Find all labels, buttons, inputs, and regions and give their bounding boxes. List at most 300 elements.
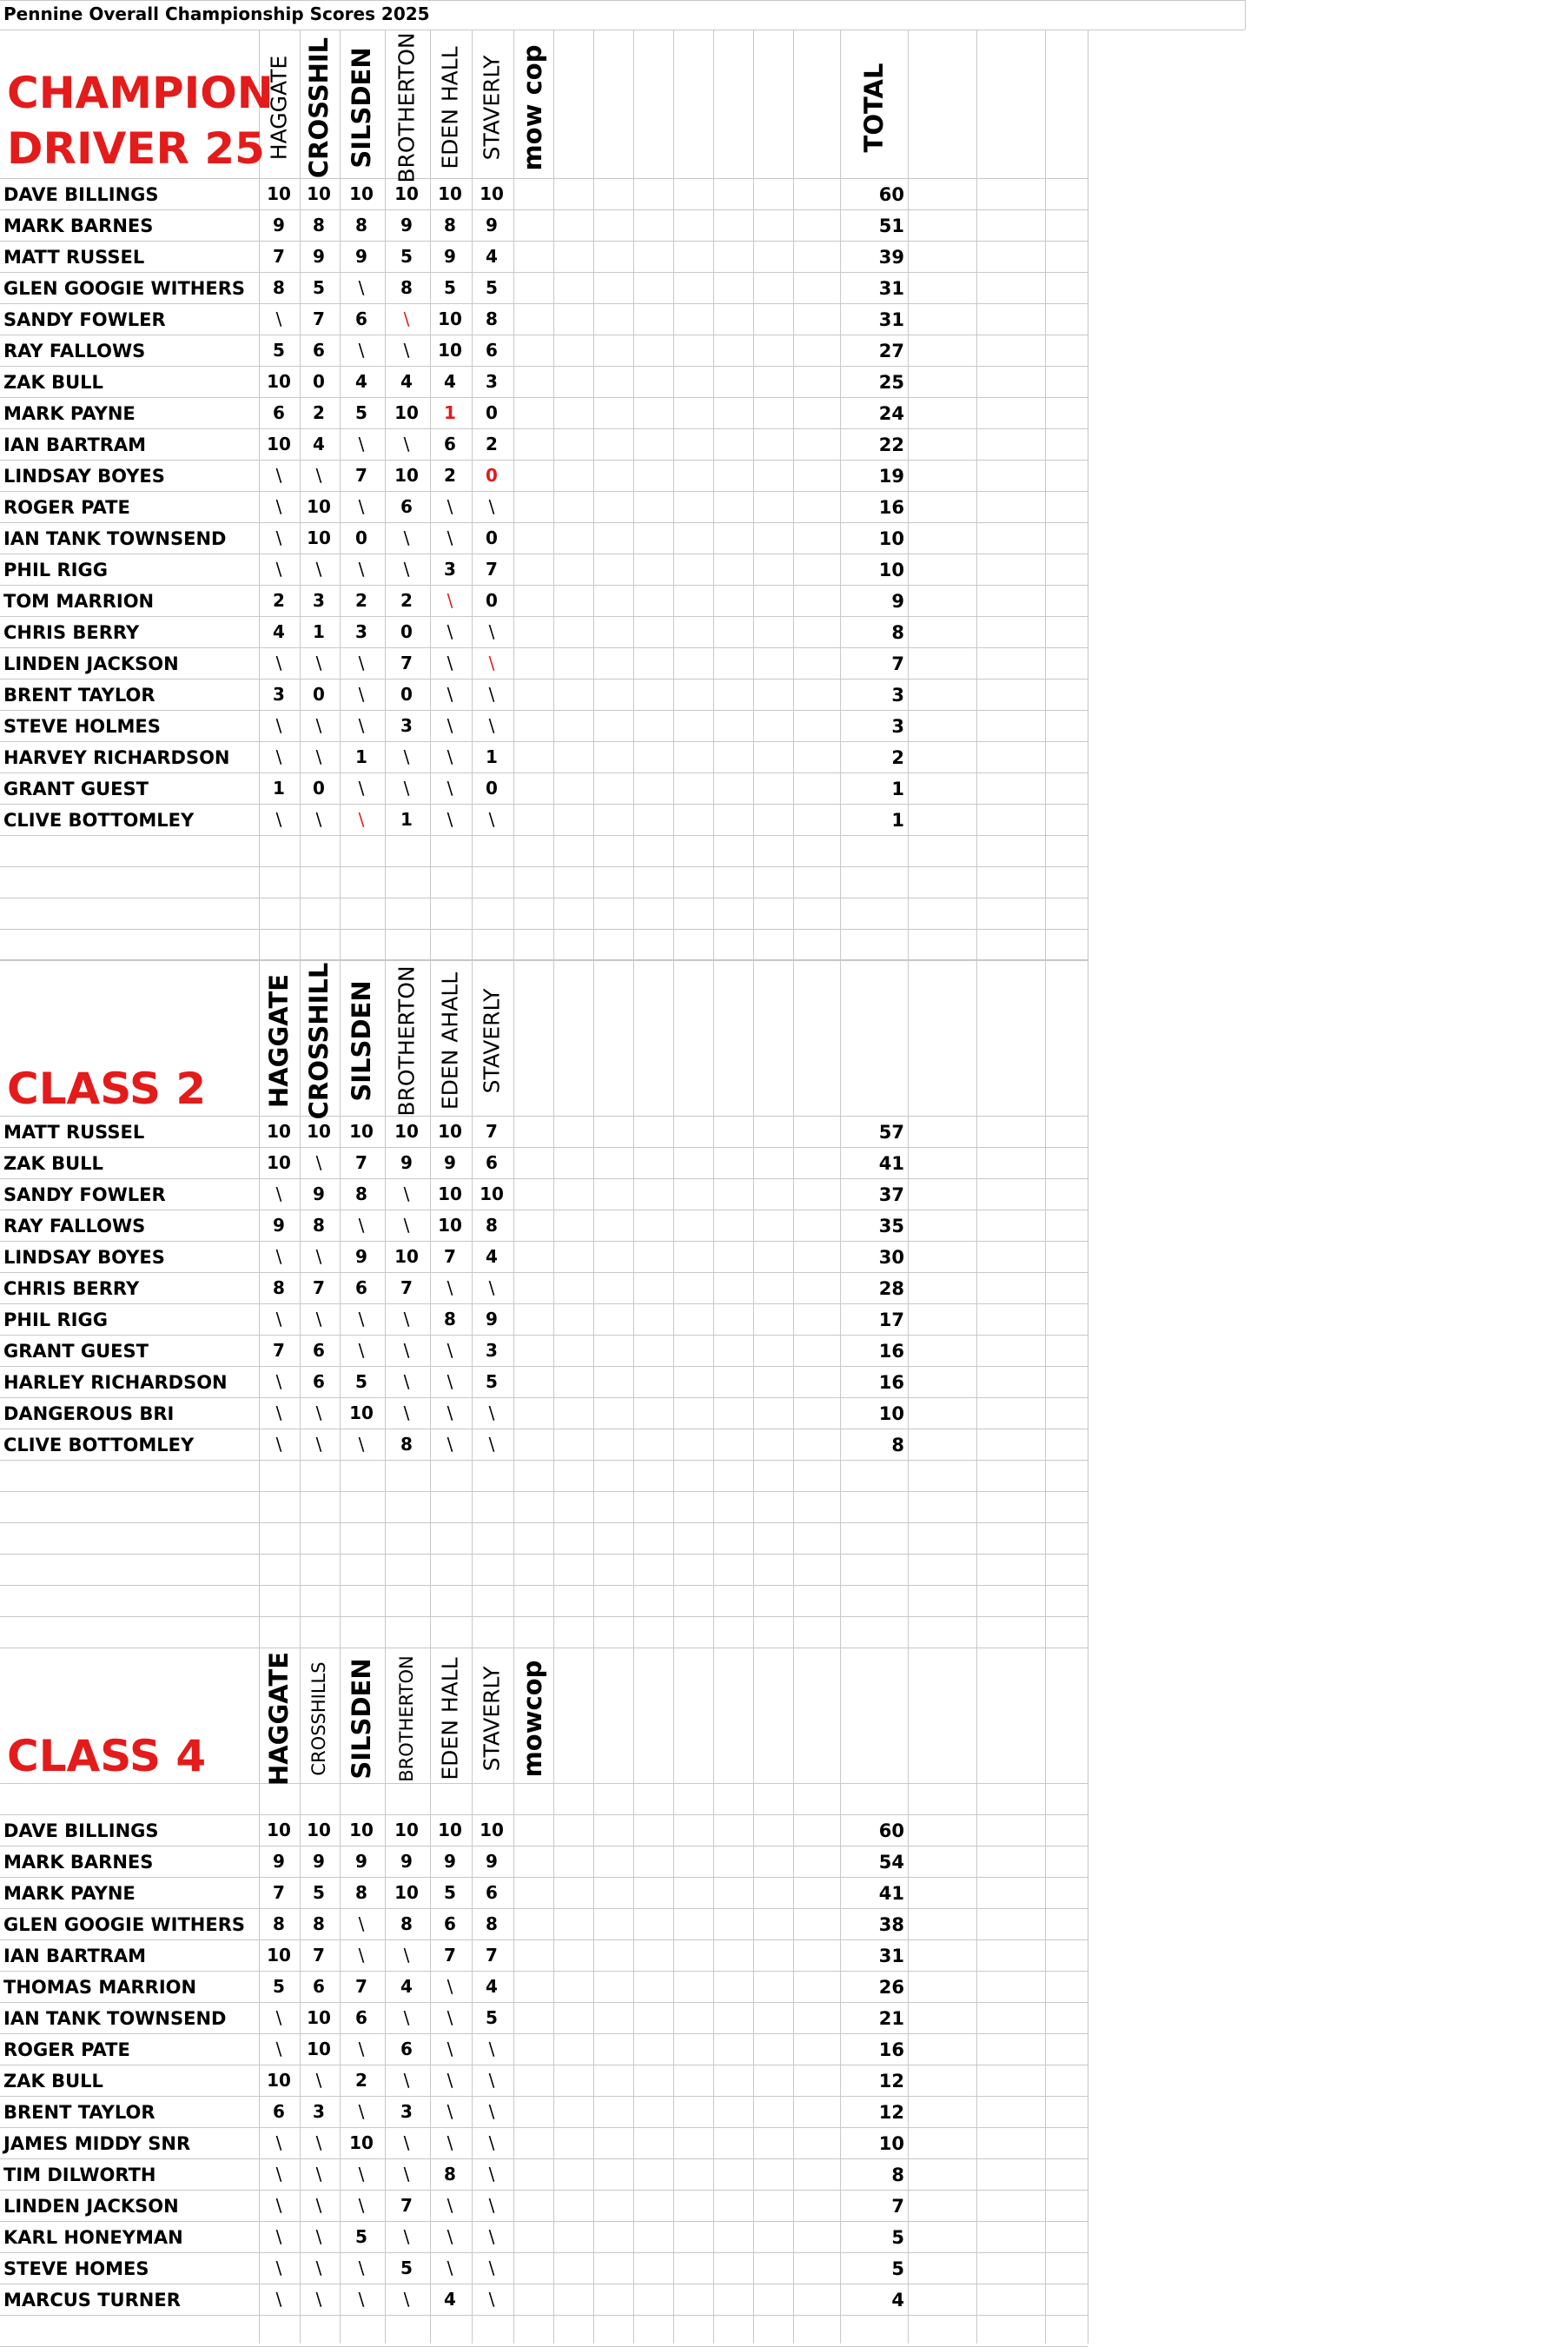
- driver-name: MATT RUSSEL: [3, 247, 145, 268]
- score-cell: 8: [355, 215, 367, 235]
- score-cell: \: [403, 778, 410, 799]
- grid-hline: [0, 366, 1088, 367]
- score-cell: 2: [400, 590, 413, 611]
- venue-header: BROTHERTON: [394, 31, 420, 183]
- total-cell: 54: [878, 1852, 904, 1873]
- total-cell: 3: [891, 716, 904, 737]
- grid-hline: [0, 1335, 1088, 1336]
- total-cell: 1: [891, 779, 904, 799]
- score-cell: 9: [313, 246, 325, 267]
- score-cell: 0: [313, 371, 325, 392]
- grid-hline: [0, 491, 1088, 492]
- total-cell: 57: [878, 1122, 904, 1143]
- score-cell: \: [358, 2257, 365, 2278]
- grid-hline: [0, 1939, 1088, 1940]
- score-cell: 6: [444, 434, 456, 454]
- driver-name: LINDEN JACKSON: [3, 2196, 179, 2217]
- score-cell: 6: [273, 402, 285, 423]
- venue-header: SILSDEN: [347, 1658, 376, 1780]
- score-cell: 10: [480, 183, 504, 204]
- score-cell: \: [488, 2132, 495, 2153]
- grid-hline: [0, 1908, 1088, 1909]
- venue-header: CROSSHILL: [304, 962, 334, 1120]
- venue-header: HAGGATE: [264, 1651, 294, 1787]
- total-cell: 60: [878, 184, 904, 205]
- score-cell: 8: [313, 1913, 325, 1934]
- score-cell: \: [315, 746, 322, 767]
- score-cell: \: [447, 2007, 453, 2028]
- score-cell: \: [275, 653, 282, 673]
- score-cell: \: [447, 1402, 453, 1423]
- score-cell: 0: [400, 684, 413, 705]
- score-cell: \: [358, 2164, 365, 2185]
- grid-vline: [259, 30, 260, 2344]
- score-cell: 10: [267, 2070, 291, 2091]
- grid-vline: [633, 30, 634, 2344]
- score-cell: \: [358, 2289, 365, 2310]
- score-cell: 10: [267, 434, 291, 454]
- score-cell: \: [447, 2257, 453, 2278]
- score-cell: 5: [313, 1882, 325, 1903]
- score-cell: 7: [486, 559, 498, 580]
- driver-name: IAN TANK TOWNSEND: [3, 2008, 227, 2029]
- score-cell: 0: [313, 684, 325, 705]
- score-cell: 7: [400, 1277, 413, 1298]
- score-cell: \: [315, 465, 322, 486]
- score-cell: 9: [273, 215, 285, 235]
- grid-hline: [0, 209, 1088, 210]
- venue-header: HAGGATE: [266, 55, 292, 160]
- score-cell: 9: [355, 1851, 367, 1872]
- score-cell: 0: [486, 778, 498, 799]
- score-cell: 9: [273, 1851, 285, 1872]
- score-cell: \: [275, 308, 282, 329]
- score-cell: \: [358, 1340, 365, 1361]
- score-cell: \: [403, 1340, 410, 1361]
- total-cell: 51: [878, 215, 904, 236]
- score-cell: 10: [480, 1183, 504, 1204]
- grid-hline: [0, 835, 1088, 836]
- grid-hline: [0, 741, 1088, 742]
- score-cell: \: [403, 1402, 410, 1423]
- score-cell: \: [275, 2195, 282, 2216]
- score-cell: 5: [400, 246, 413, 267]
- total-cell: 28: [878, 1278, 904, 1299]
- score-cell: 10: [394, 465, 419, 486]
- score-cell: \: [358, 2195, 365, 2216]
- score-cell: 3: [486, 1340, 498, 1361]
- grid-hline: [0, 647, 1088, 648]
- total-cell: 31: [878, 309, 904, 330]
- score-cell: \: [275, 2257, 282, 2278]
- driver-name: PHIL RIGG: [3, 560, 108, 580]
- venue-header: mowcop: [518, 1660, 547, 1778]
- grid-hline: [0, 2252, 1088, 2253]
- score-cell: 0: [486, 465, 498, 486]
- venue-header: STAVERLY: [479, 55, 505, 160]
- score-cell: \: [488, 2164, 495, 2185]
- score-cell: 7: [273, 1882, 285, 1903]
- driver-name: GRANT GUEST: [3, 1341, 149, 1362]
- score-cell: \: [315, 1152, 322, 1173]
- total-cell: 10: [878, 528, 904, 549]
- grid-hline: [0, 2033, 1088, 2034]
- grid-vline: [513, 30, 514, 2344]
- grid-vline: [976, 30, 977, 2344]
- score-cell: \: [315, 809, 322, 830]
- score-cell: \: [488, 2289, 495, 2310]
- score-cell: 10: [438, 340, 462, 361]
- score-cell: \: [275, 1309, 282, 1329]
- grid-hline: [0, 2002, 1088, 2003]
- score-cell: 6: [486, 1152, 498, 1173]
- driver-name: ZAK BULL: [3, 1153, 103, 1174]
- total-cell: 12: [878, 2102, 904, 2123]
- score-cell: 4: [486, 246, 498, 267]
- grid-hline: [0, 1366, 1088, 1367]
- score-cell: 3: [400, 2101, 413, 2122]
- grid-vline: [385, 30, 386, 2344]
- driver-name: RAY FALLOWS: [3, 341, 146, 361]
- driver-name: MARK BARNES: [3, 215, 154, 236]
- grid-vline: [593, 30, 594, 2344]
- grid-hline: [0, 1616, 1088, 1617]
- score-cell: \: [315, 2132, 322, 2153]
- score-cell: 2: [444, 465, 456, 486]
- driver-name: PHIL RIGG: [3, 1309, 108, 1330]
- score-cell: \: [315, 1309, 322, 1329]
- score-cell: 10: [267, 1945, 291, 1966]
- total-cell: 5: [891, 2258, 904, 2279]
- total-cell: 16: [878, 497, 904, 518]
- score-cell: \: [275, 2007, 282, 2028]
- total-header: TOTAL: [859, 63, 889, 152]
- score-cell: 9: [444, 1152, 456, 1173]
- score-cell: \: [447, 2226, 453, 2247]
- grid-hline: [0, 522, 1088, 523]
- score-cell: \: [315, 2289, 322, 2310]
- score-cell: 8: [273, 277, 285, 298]
- score-cell: 5: [444, 1882, 456, 1903]
- score-cell: 7: [486, 1945, 498, 1966]
- score-cell: 10: [307, 1121, 331, 1142]
- driver-name: MARK PAYNE: [3, 1883, 136, 1904]
- score-cell: 10: [349, 1820, 374, 1840]
- score-cell: 10: [267, 371, 291, 392]
- score-cell: 9: [355, 246, 367, 267]
- score-cell: \: [358, 1309, 365, 1329]
- total-cell: 31: [878, 278, 904, 299]
- venue-header: BROTHERTON: [394, 965, 420, 1117]
- score-cell: 2: [273, 590, 285, 611]
- driver-name: STEVE HOMES: [3, 2258, 149, 2279]
- score-cell: \: [447, 2195, 453, 2216]
- score-cell: 3: [273, 684, 285, 705]
- grid-hline: [0, 1522, 1088, 1523]
- venue-header: STAVERLY: [479, 988, 505, 1094]
- score-cell: \: [358, 277, 365, 298]
- score-cell: \: [275, 2164, 282, 2185]
- venue-header: STAVERLY: [479, 1666, 505, 1772]
- score-cell: 6: [400, 496, 413, 517]
- score-cell: 3: [486, 371, 498, 392]
- score-cell: \: [488, 2195, 495, 2216]
- score-cell: \: [447, 653, 453, 673]
- score-cell: \: [275, 809, 282, 830]
- score-cell: 7: [400, 653, 413, 673]
- score-cell: \: [488, 2039, 495, 2059]
- grid-vline: [1245, 0, 1246, 30]
- score-cell: \: [447, 809, 453, 830]
- score-cell: 4: [273, 621, 285, 642]
- score-cell: 9: [444, 1851, 456, 1872]
- score-cell: 4: [486, 1976, 498, 1997]
- score-cell: 2: [355, 2070, 367, 2091]
- score-cell: \: [315, 1246, 322, 1267]
- grid-hline: [0, 1147, 1088, 1148]
- total-cell: 10: [878, 560, 904, 580]
- score-cell: 5: [273, 340, 285, 361]
- grid-hline: [0, 1272, 1088, 1273]
- total-cell: 1: [891, 810, 904, 831]
- driver-name: THOMAS MARRION: [3, 1977, 197, 1998]
- score-cell: 1: [355, 746, 367, 767]
- score-cell: 8: [273, 1913, 285, 1934]
- score-cell: \: [447, 590, 453, 611]
- score-cell: \: [403, 1371, 410, 1392]
- score-cell: \: [403, 1309, 410, 1329]
- grid-vline: [753, 30, 754, 2344]
- venue-header: CROSSHILLS: [308, 1661, 329, 1776]
- score-cell: 6: [486, 340, 498, 361]
- score-cell: 1: [273, 778, 285, 799]
- score-cell: 5: [486, 2007, 498, 2028]
- venue-header: EDEN HALL: [437, 1657, 463, 1780]
- score-cell: \: [315, 1434, 322, 1455]
- driver-name: CLIVE BOTTOMLEY: [3, 1435, 195, 1455]
- score-cell: \: [488, 2226, 495, 2247]
- score-cell: 6: [355, 308, 367, 329]
- score-cell: 8: [486, 308, 498, 329]
- score-cell: 8: [486, 1913, 498, 1934]
- score-cell: \: [447, 2070, 453, 2091]
- score-cell: 7: [273, 246, 285, 267]
- score-cell: \: [403, 527, 410, 548]
- score-cell: \: [403, 434, 410, 454]
- score-cell: \: [488, 715, 495, 736]
- score-cell: 7: [273, 1340, 285, 1361]
- score-cell: 10: [267, 1152, 291, 1173]
- grid-vline: [840, 30, 841, 2344]
- score-cell: \: [275, 2132, 282, 2153]
- score-cell: 7: [400, 2195, 413, 2216]
- grid-hline: [0, 1554, 1088, 1555]
- section-heading-class2: CLASS 2: [7, 1064, 207, 1114]
- score-cell: 10: [267, 1820, 291, 1840]
- score-cell: 6: [313, 1340, 325, 1361]
- total-cell: 30: [878, 1247, 904, 1268]
- score-cell: \: [315, 653, 322, 673]
- total-cell: 41: [878, 1153, 904, 1174]
- score-cell: \: [275, 1402, 282, 1423]
- grid-vline: [300, 30, 301, 2344]
- total-cell: 35: [878, 1216, 904, 1236]
- driver-name: ZAK BULL: [3, 372, 103, 393]
- score-cell: 0: [486, 527, 498, 548]
- score-cell: 1: [313, 621, 325, 642]
- venue-header: HAGGATE: [264, 973, 294, 1109]
- score-cell: \: [275, 1183, 282, 1204]
- score-cell: \: [358, 653, 365, 673]
- driver-name: HARLEY RICHARDSON: [3, 1372, 228, 1393]
- grid-hline: [0, 1303, 1088, 1304]
- grid-hline: [0, 1178, 1088, 1179]
- grid-hline: [0, 772, 1088, 773]
- score-cell: \: [315, 715, 322, 736]
- score-cell: \: [358, 340, 365, 361]
- score-cell: \: [315, 2070, 322, 2091]
- grid-hline: [0, 303, 1088, 304]
- grid-hline: [0, 679, 1088, 680]
- score-cell: 8: [444, 2164, 456, 2185]
- driver-name: BRENT TAYLOR: [3, 685, 155, 706]
- driver-name: JAMES MIDDY SNR: [3, 2133, 191, 2154]
- grid-vline: [793, 30, 794, 2344]
- total-cell: 27: [878, 341, 904, 361]
- grid-hline: [0, 960, 1088, 961]
- total-cell: 8: [891, 2165, 904, 2185]
- driver-name: LINDSAY BOYES: [3, 466, 165, 487]
- score-cell: 10: [394, 1820, 419, 1840]
- driver-name: RAY FALLOWS: [3, 1216, 146, 1236]
- score-cell: 8: [273, 1277, 285, 1298]
- score-cell: 5: [355, 402, 367, 423]
- total-cell: 7: [891, 653, 904, 674]
- score-cell: 8: [400, 1434, 413, 1455]
- score-cell: 8: [400, 277, 413, 298]
- total-cell: 16: [878, 1372, 904, 1393]
- total-cell: 3: [891, 685, 904, 706]
- driver-name: GRANT GUEST: [3, 779, 149, 799]
- grid-hline: [0, 460, 1088, 461]
- driver-name: CHRIS BERRY: [3, 1278, 140, 1299]
- score-cell: \: [275, 2289, 282, 2310]
- sheet-title: Pennine Overall Championship Scores 2025: [3, 3, 430, 24]
- score-cell: \: [447, 621, 453, 642]
- score-cell: \: [275, 465, 282, 486]
- total-cell: 22: [878, 434, 904, 455]
- driver-name: ZAK BULL: [3, 2071, 103, 2092]
- score-cell: \: [403, 1215, 410, 1236]
- total-cell: 12: [878, 2071, 904, 2092]
- driver-name: GLEN GOOGIE WITHERS: [3, 278, 246, 299]
- score-cell: 10: [394, 1121, 419, 1142]
- score-cell: 3: [444, 559, 456, 580]
- score-cell: 6: [313, 1976, 325, 1997]
- grid-hline: [0, 2127, 1088, 2128]
- grid-hline: [0, 866, 1088, 867]
- score-cell: 10: [438, 183, 462, 204]
- score-cell: \: [488, 1434, 495, 1455]
- score-cell: 1: [486, 746, 498, 767]
- score-cell: \: [358, 2101, 365, 2122]
- score-cell: 9: [444, 246, 456, 267]
- score-cell: \: [358, 1434, 365, 1455]
- score-cell: 4: [444, 2289, 456, 2310]
- score-cell: 10: [394, 183, 419, 204]
- score-cell: 7: [444, 1945, 456, 1966]
- score-cell: 5: [444, 277, 456, 298]
- total-cell: 16: [878, 2039, 904, 2060]
- score-cell: 5: [486, 277, 498, 298]
- total-cell: 9: [891, 591, 904, 612]
- score-cell: \: [488, 1402, 495, 1423]
- score-cell: 4: [355, 371, 367, 392]
- score-cell: 0: [313, 778, 325, 799]
- total-cell: 7: [891, 2196, 904, 2217]
- total-cell: 31: [878, 1946, 904, 1966]
- score-cell: \: [488, 496, 495, 517]
- total-cell: 41: [878, 1883, 904, 1904]
- score-cell: \: [275, 496, 282, 517]
- score-cell: 3: [313, 590, 325, 611]
- score-cell: 5: [400, 2257, 413, 2278]
- score-cell: 7: [486, 1121, 498, 1142]
- grid-hline: [0, 272, 1088, 273]
- section-heading-class4: CLASS 4: [7, 1731, 207, 1781]
- score-cell: 8: [355, 1183, 367, 1204]
- score-cell: 3: [313, 2101, 325, 2122]
- score-cell: \: [275, 1371, 282, 1392]
- score-cell: 3: [355, 621, 367, 642]
- score-cell: 10: [349, 1402, 374, 1423]
- score-cell: \: [447, 496, 453, 517]
- score-cell: 9: [486, 1851, 498, 1872]
- score-cell: 2: [313, 402, 325, 423]
- score-cell: 7: [444, 1246, 456, 1267]
- score-cell: \: [275, 559, 282, 580]
- score-cell: \: [447, 2101, 453, 2122]
- grid-hline: [0, 929, 1088, 930]
- grid-hline: [0, 2221, 1088, 2222]
- driver-name: STEVE HOLMES: [3, 716, 161, 737]
- venue-header: EDEN AHALL: [437, 971, 463, 1111]
- score-cell: 7: [355, 1152, 367, 1173]
- score-cell: \: [447, 715, 453, 736]
- grid-hline: [0, 1585, 1088, 1586]
- grid-hline: [0, 2315, 1088, 2316]
- score-cell: 10: [438, 308, 462, 329]
- score-cell: 7: [355, 465, 367, 486]
- total-cell: 4: [891, 2290, 904, 2311]
- driver-name: LINDEN JACKSON: [3, 653, 179, 674]
- driver-name: CHRIS BERRY: [3, 622, 140, 643]
- section-heading-champion: DRIVER 25: [7, 123, 265, 174]
- grid-hline: [0, 710, 1088, 711]
- score-cell: \: [403, 308, 410, 329]
- grid-vline: [553, 30, 554, 2344]
- grid-hline: [0, 428, 1088, 429]
- score-cell: 8: [444, 1309, 456, 1329]
- score-cell: 10: [438, 1183, 462, 1204]
- score-cell: \: [447, 778, 453, 799]
- score-cell: 10: [349, 183, 374, 204]
- grid-vline: [1045, 30, 1046, 2344]
- score-cell: 9: [400, 1851, 413, 1872]
- driver-name: BRENT TAYLOR: [3, 2102, 155, 2123]
- score-cell: \: [315, 2226, 322, 2247]
- grid-hline: [0, 1241, 1088, 1242]
